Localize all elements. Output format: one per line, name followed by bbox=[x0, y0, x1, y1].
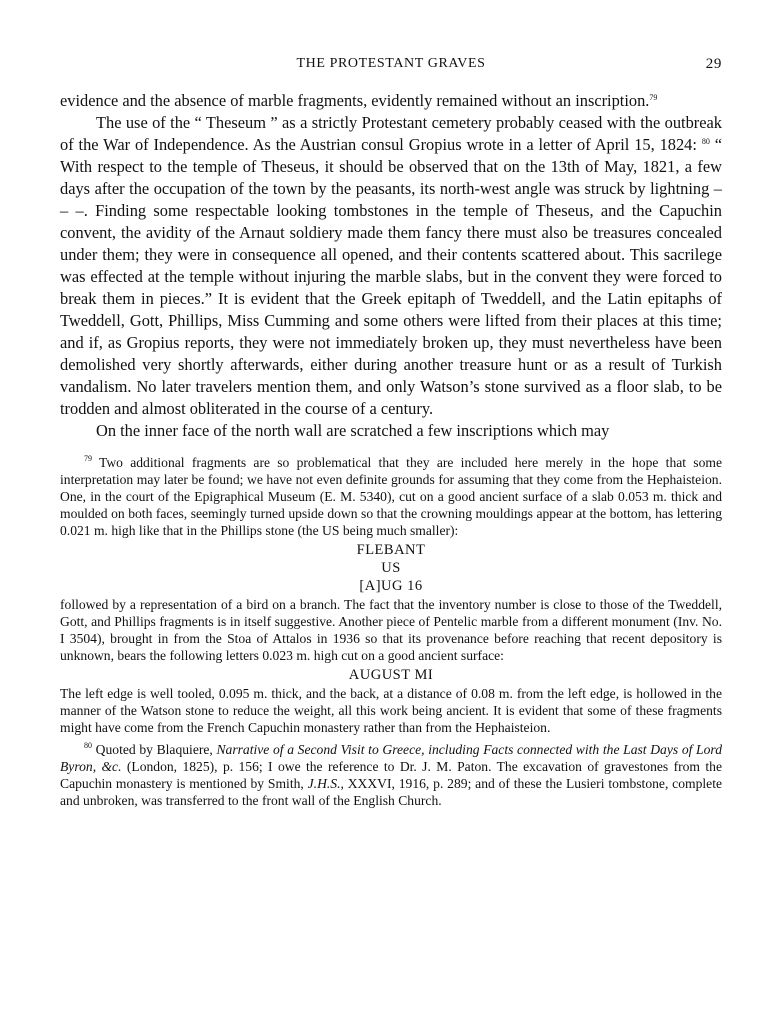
footnote-79: $^{79}$ Two additional fragments are so problematical that they are included here merely in the hope that some interpretation may later be found; we have not even definite grounds for assuming that they come from the Hephaisteion. One, in the court of the Epigraphical Museum (E. M. 5340), cut on a good ancient surface of a slab 0.053 m. thick and moulded on both faces, seemingly turned upside down so that the crowning mouldings appear at the bottom, has lettering 0.021 m. high like that in the Phillips stone (the US being much smaller): bbox=[60, 454, 722, 538]
cited-journal: J.H.S. bbox=[307, 776, 341, 791]
footnote-ref-79[interactable]: 79 bbox=[649, 93, 658, 102]
paragraph-1: evidence and the absence of marble fragments, evidently remained without an inscription.$^{79}$ bbox=[60, 91, 658, 110]
footnote-80: $^{80}$ Quoted by Blaquiere, Narrative of a Second Visit to Greece, including Facts connected with the Last Days of Lord Byron, &c. (London, 1825), p. 156; I owe the reference to Dr. J. M. Paton. The excavation of gravestones from the Capuchin monastery is mentioned by Smith, J.H.S., XXXVI, 1916, p. 289; and of these the Lusieri tombstone, complete and unbroken, was transferred to the front wall of the English Church. bbox=[60, 741, 723, 808]
inscription-flebant bbox=[60, 541, 722, 595]
footnote-mark-80: 80 bbox=[84, 741, 92, 750]
footnotes bbox=[60, 454, 722, 809]
paragraph-3: On the inner face of the north wall are scratched a few inscriptions which may bbox=[96, 421, 610, 440]
running-title: THE PROTESTANT GRAVES bbox=[296, 56, 486, 71]
page-number: 29 bbox=[705, 56, 722, 72]
footnote-79-end: The left edge is well tooled, 0.095 m. thick, and the back, at a distance of 0.08 m. from the left edge, is hollowed in the manner of the Watson stone to reduce the weight, all this work being ancient. It is evident that some of these fragments might have come from the French Capuchin monastery rather than from the Hephaisteion. bbox=[60, 686, 722, 735]
inscription-august: AUGUST MI bbox=[348, 667, 434, 683]
inscription-line: FLEBANT bbox=[356, 542, 426, 558]
page bbox=[60, 56, 722, 809]
inscription-line: [A]UG 16 bbox=[359, 578, 423, 594]
body-text bbox=[60, 90, 722, 442]
paragraph-2: The use of the “ Theseum ” as a strictly Protestant cemetery probably ceased with the outbreak of the War of Independence. As the Austrian consul Gropius wrote in a letter of April 15, 1824: $^{80}$ “ With respect to the temple of Theseus, it should be observed that on the 13th of May, 1821, a few days after the occupation of the town by the peasants, its north-west angle was struck by lightning – – –. Finding some respectable looking tombstones in the temple of Theseus, and the Capuchin convent, the avidity of the Arnaut soldiery made them fancy there must also be treasures concealed under them; they were in consequence all opened, and their contents scattered about. This sacrilege was effected at the temple without injuring the marble slabs, but in the convent they were forced to break them in pieces.” It is evident that the Greek epitaph of Tweddell, and the Latin epitaphs of Tweddell, Gott, Phillips, Miss Cumming and some others were lifted from their places at this time; and if, as Gropius reports, they were not immediately broken up, they must nevertheless have been demolished very shortly afterwards, either during another treasure hunt or as a result of Turkish vandalism. No later travelers mention them, and only Watson’s stone survived as a floor slab, to be trodden and almost obliterated in the course of a century. bbox=[60, 113, 722, 418]
cited-book-title: Narrative of a Second Visit to Greece, including Facts connected with the Last Days of Lord Byron, &c. bbox=[60, 742, 722, 774]
footnote-ref-80[interactable]: 80 bbox=[701, 137, 710, 146]
inscription-line: US bbox=[381, 560, 401, 576]
running-head bbox=[60, 56, 722, 76]
footnote-mark-79: 79 bbox=[84, 454, 92, 463]
footnote-79-continued: followed by a representation of a bird on a branch. The fact that the inventory number is close to those of the Tweddell, Gott, and Phillips fragments is in itself suggestive. Another piece of Pentelic marble from a different monument (Inv. No. I 3504), brought in from the Stoa of Attalos in 1936 so that its provenance before reaching that recent depository is unknown, bears the following letters 0.023 m. high cut on a good ancient surface: bbox=[60, 597, 722, 663]
